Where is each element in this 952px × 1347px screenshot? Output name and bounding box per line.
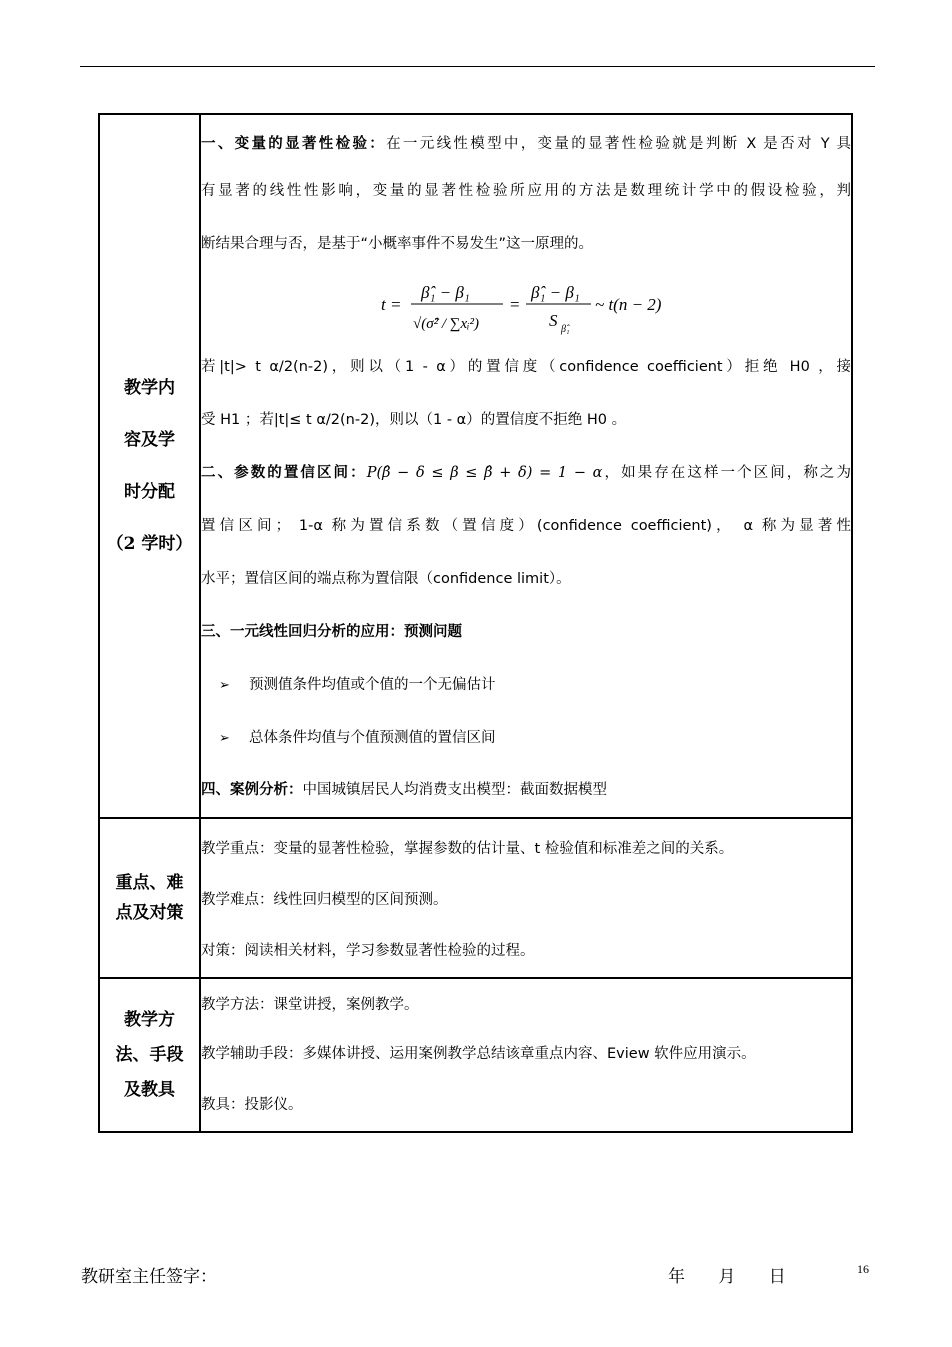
para-case-study: 四、案例分析：中国城镇居民人均消费支出模型：截面数据模型 — [201, 782, 607, 798]
formula-equals: = — [510, 295, 520, 314]
page-number: 16 — [857, 1262, 869, 1276]
cell-teaching-methods — [200, 978, 852, 1132]
formula-distribution: ~ t(n − 2) — [595, 295, 662, 314]
header-rule — [80, 66, 875, 67]
label-key-points: 重点、难 点及对策 — [99, 818, 200, 978]
key-point-line: 教学难点：线性回归模型的区间预测。 — [201, 892, 448, 908]
row-key-points — [99, 818, 852, 978]
para-significance-test-line2: 有显著的线性性影响，变量的显著性检验所应用的方法是数理统计学中的假设检验，判 — [201, 183, 851, 199]
key-point-line: 对策：阅读相关材料，学习参数显著性检验的过程。 — [201, 943, 535, 959]
lesson-plan-table — [98, 113, 853, 1133]
formula-denominator-2: S — [549, 311, 558, 330]
method-line: 教学方法：课堂讲授，案例教学。 — [201, 997, 419, 1013]
arrow-bullet-icon: ➢ — [219, 678, 230, 693]
formula-denominator-2-subscript: β̂₁ — [561, 324, 570, 335]
bullet-item: ➢ 总体条件均值与个值预测值的置信区间 — [201, 712, 851, 765]
para-significance-test-line3: 断结果合理与否，是基于“小概率事件不易发生”这一原理的。 — [201, 236, 594, 252]
label-teaching-methods: 教学方 法、手段 及教具 — [99, 978, 200, 1132]
signature-label: 教研室主任签字： — [81, 1267, 217, 1287]
para-confidence-interval-line3: 水平；置信区间的端点称为置信限（confidence limit）。 — [201, 571, 571, 587]
cell-teaching-content — [200, 114, 852, 818]
heading-prediction: 三、一元线性回归分析的应用：预测问题 — [201, 624, 462, 640]
key-point-line: 教学重点：变量的显著性检验，掌握参数的估计量、t 检验值和标准差之间的关系。 — [201, 841, 734, 857]
formula-denominator-1: √(σ̂² / ∑xᵢ²) — [413, 316, 480, 332]
formula-numerator-1: β̂₁ − β₁ — [421, 283, 470, 302]
para-confidence-interval-line1: 二、参数的置信区间：P(β̂ − δ ≤ β ≤ β̂ + δ) = 1 − α，如果存在这样一个区间，称之为 — [201, 465, 851, 481]
method-line: 教具：投影仪。 — [201, 1097, 303, 1113]
t-formula-svg — [381, 274, 671, 338]
para-confidence-interval-line2: 置信区间； 1-α 称为置信系数（置信度）(confidence coefficient)， α 称为显著性 — [201, 518, 851, 534]
label-teaching-content: 教学内 容及学 时分配 （2 学时） — [99, 114, 200, 818]
para-significance-test-line1: 一、变量的显著性检验：在一元线性模型中，变量的显著性检验就是判断 X 是否对 Y 具 — [201, 136, 851, 152]
method-line: 教学辅助手段：多媒体讲授、运用案例教学总结该章重点内容、Eview 软件应用演示。 — [201, 1046, 756, 1062]
row-teaching-content — [99, 114, 852, 818]
bullet-item: ➢ 预测值条件均值或个值的一个无偏估计 — [201, 659, 851, 712]
row-teaching-methods — [99, 978, 852, 1132]
signature-date: 年 月 日 — [668, 1267, 786, 1287]
confidence-interval-formula: P(β̂ − δ ≤ β ≤ β̂ + δ) = 1 − α — [366, 465, 603, 481]
arrow-bullet-icon: ➢ — [219, 731, 230, 746]
para-decision-rule-line2: 受 H1 ；若|t|≤ t α/2(n-2)，则以（1 - α）的置信度不拒绝 H0 。 — [201, 412, 627, 428]
cell-key-points — [200, 818, 852, 978]
formula-numerator-2: β̂₁ − β₁ — [531, 283, 580, 302]
formula-lhs: t = — [381, 295, 402, 314]
para-decision-rule-line1: 若|t|> t α/2(n-2)，则以（1 - α）的置信度（confidence coefficient）拒绝 H0 ，接 — [201, 359, 851, 375]
t-statistic-formula — [201, 271, 851, 341]
